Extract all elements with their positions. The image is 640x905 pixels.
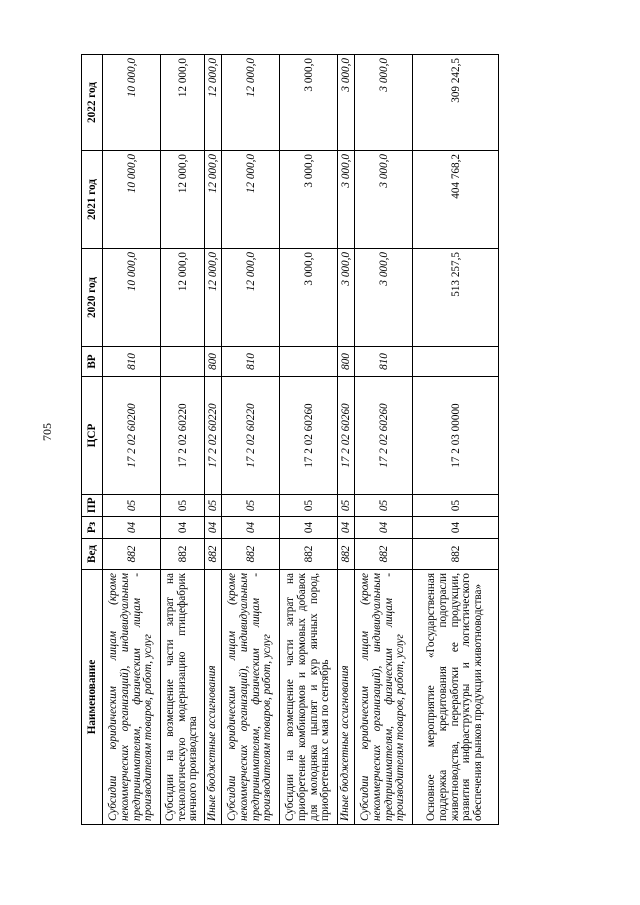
cell-name: Субсидии на возмещение части затрат на приобретение комбикормов и кормовых добавок для молодняка цыплят и кур яичных пород, приобретенных с мая по сентябрь (280, 570, 338, 825)
cell-csr: 17 2 02 60260 (355, 377, 413, 495)
cell-2022: 3 000,0 (338, 55, 355, 151)
cell-name: Основное мероприятие «Государственная поддержка кредитования подотрасли животноводства, переработки ее продукции, развития инфраструктуры и логистического обеспечения рынков продукции животноводства» (413, 570, 499, 825)
table-row (413, 55, 499, 825)
cell-2021: 12 000,0 (222, 151, 280, 249)
cell-rz: 04 (103, 517, 161, 539)
cell-2022: 12 000,0 (161, 55, 205, 151)
cell-2021: 12 000,0 (205, 151, 222, 249)
header-csr: ЦСР (82, 377, 103, 495)
cell-vr (280, 347, 338, 377)
cell-pr: 05 (205, 495, 222, 517)
page-number: 705 (40, 423, 54, 441)
cell-name: Субсидии юридическим лицам (кроме некоммерческих организаций), индивидуальным предпринимателям, физическим лицам - производителям товаров, работ, услуг (103, 570, 161, 825)
cell-2020: 513 257,5 (413, 249, 499, 347)
cell-csr: 17 2 03 00000 (413, 377, 499, 495)
cell-csr: 17 2 02 60260 (338, 377, 355, 495)
cell-2022: 12 000,0 (205, 55, 222, 151)
cell-vr: 810 (103, 347, 161, 377)
cell-rz: 04 (413, 517, 499, 539)
header-name: Наименование (82, 570, 103, 825)
cell-ved: 882 (280, 539, 338, 570)
cell-ved: 882 (205, 539, 222, 570)
cell-pr: 05 (103, 495, 161, 517)
cell-pr: 05 (161, 495, 205, 517)
cell-csr: 17 2 02 60220 (161, 377, 205, 495)
table-row (280, 55, 338, 825)
cell-name: Иные бюджетные ассигнования (205, 570, 222, 825)
table-row (205, 55, 222, 825)
cell-vr: 810 (222, 347, 280, 377)
cell-ved: 882 (338, 539, 355, 570)
cell-ved: 882 (355, 539, 413, 570)
cell-2020: 12 000,0 (222, 249, 280, 347)
cell-name: Субсидии на возмещение части затрат на технологическую модернизацию птицефабрик яичного производства (161, 570, 205, 825)
cell-vr: 810 (355, 347, 413, 377)
cell-rz: 04 (205, 517, 222, 539)
cell-rz: 04 (355, 517, 413, 539)
cell-2022: 3 000,0 (280, 55, 338, 151)
header-2021: 2021 год (82, 151, 103, 249)
table-row (355, 55, 413, 825)
cell-2022: 309 242,5 (413, 55, 499, 151)
header-pr: ПР (82, 495, 103, 517)
cell-ved: 882 (413, 539, 499, 570)
header-2022: 2022 год (82, 55, 103, 151)
cell-2022: 12 000,0 (222, 55, 280, 151)
cell-pr: 05 (338, 495, 355, 517)
header-2020: 2020 год (82, 249, 103, 347)
cell-2020: 12 000,0 (161, 249, 205, 347)
cell-2021: 3 000,0 (338, 151, 355, 249)
cell-2020: 3 000,0 (355, 249, 413, 347)
cell-2022: 10 000,0 (103, 55, 161, 151)
header-vr: ВР (82, 347, 103, 377)
cell-2021: 10 000,0 (103, 151, 161, 249)
cell-rz: 04 (222, 517, 280, 539)
cell-pr: 05 (413, 495, 499, 517)
cell-2020: 12 000,0 (205, 249, 222, 347)
cell-2021: 12 000,0 (161, 151, 205, 249)
cell-ved: 882 (222, 539, 280, 570)
cell-2020: 10 000,0 (103, 249, 161, 347)
cell-2021: 404 768,2 (413, 151, 499, 249)
table-header-row (82, 55, 103, 825)
cell-2020: 3 000,0 (338, 249, 355, 347)
cell-2021: 3 000,0 (355, 151, 413, 249)
table-row (222, 55, 280, 825)
cell-rz: 04 (161, 517, 205, 539)
cell-2022: 3 000,0 (355, 55, 413, 151)
cell-vr (413, 347, 499, 377)
cell-ved: 882 (103, 539, 161, 570)
cell-vr: 800 (338, 347, 355, 377)
cell-vr (161, 347, 205, 377)
cell-csr: 17 2 02 60220 (222, 377, 280, 495)
header-rz: Рз (82, 517, 103, 539)
cell-rz: 04 (280, 517, 338, 539)
table-row (161, 55, 205, 825)
table-row (338, 55, 355, 825)
cell-pr: 05 (280, 495, 338, 517)
cell-name: Субсидии юридическим лицам (кроме некоммерческих организаций), индивидуальным предпринимателям, физическим лицам - производителям товаров, работ, услуг (222, 570, 280, 825)
cell-csr: 17 2 02 60260 (280, 377, 338, 495)
budget-table-frame (81, 55, 485, 825)
cell-vr: 800 (205, 347, 222, 377)
header-ved: Вед (82, 539, 103, 570)
cell-pr: 05 (222, 495, 280, 517)
cell-name: Субсидии юридическим лицам (кроме некоммерческих организаций), индивидуальным предпринимателям, физическим лицам - производителям товаров, работ, услуг (355, 570, 413, 825)
table-row (103, 55, 161, 825)
cell-csr: 17 2 02 60220 (205, 377, 222, 495)
budget-table (81, 54, 499, 825)
cell-csr: 17 2 02 60200 (103, 377, 161, 495)
cell-pr: 05 (355, 495, 413, 517)
cell-ved: 882 (161, 539, 205, 570)
cell-2020: 3 000,0 (280, 249, 338, 347)
cell-name: Иные бюджетные ассигнования (338, 570, 355, 825)
cell-2021: 3 000,0 (280, 151, 338, 249)
cell-rz: 04 (338, 517, 355, 539)
